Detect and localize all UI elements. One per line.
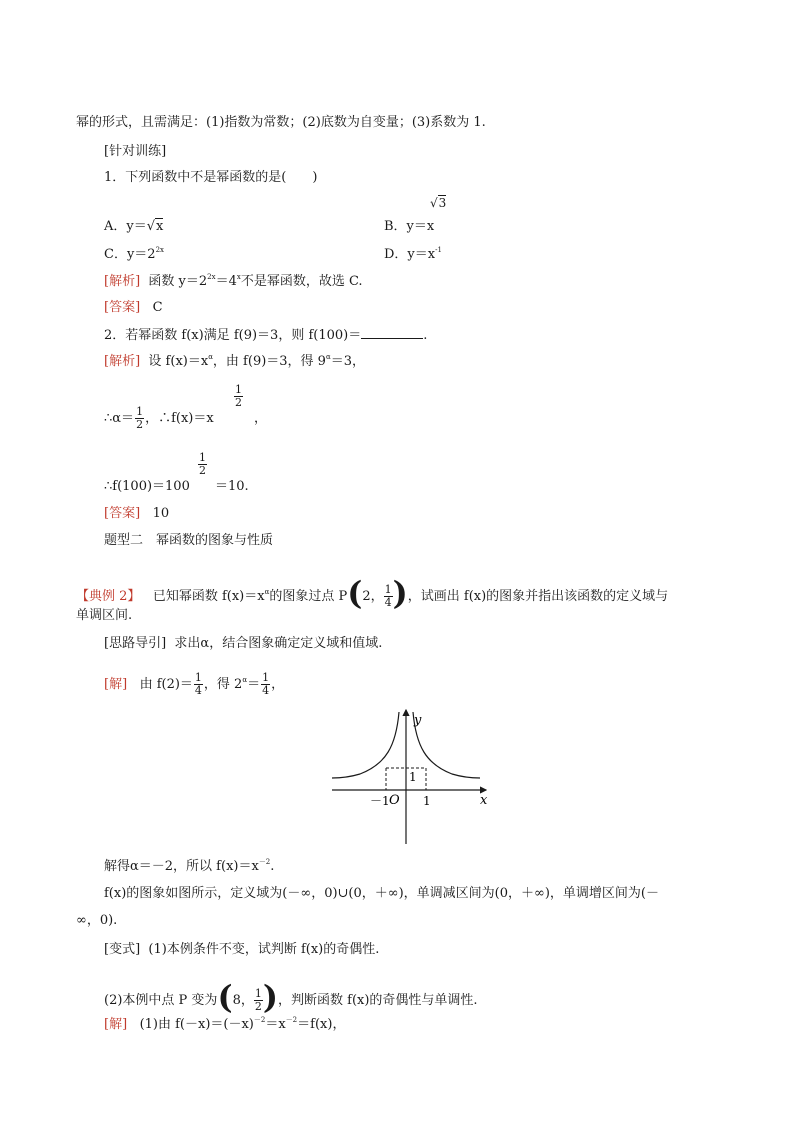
analysis-tag: [解析]: [104, 274, 141, 289]
y-axis-label: y: [414, 713, 422, 728]
thinking-guide: [思路导引] 求出α，结合图象确定定义域和值域.: [104, 636, 383, 651]
example-tag: 【典例 2】: [76, 589, 141, 604]
option-a: A．y＝√x: [104, 219, 164, 234]
example-2-line1: 【典例 2】 已知幂函数 $f(x)=x^\alpha$的图象过点 P(2， $\frac{1}{4}$)，试画出 f(x)的图象并指出该函数的定义域与: [76, 574, 669, 612]
option-c: C．$y=2^{2x}$: [104, 246, 164, 262]
origin-label: O: [389, 793, 400, 808]
training-heading: [针对训练]: [104, 144, 167, 159]
question-1: 1．下列函数中不是幂函数的是( ): [104, 170, 318, 185]
q2-line3-result: ＝10.: [215, 479, 249, 494]
q2-line2-comma: ，: [254, 411, 268, 426]
q2-answer: [答案] 10: [104, 506, 170, 521]
q2-solution-line3: ∴f(100)＝100: [104, 479, 190, 494]
tick-label-neg1: －1: [370, 794, 390, 808]
section-title-type2: 题型二 幂函数的图象与性质: [104, 533, 274, 548]
variant-2: (2)本例中点 P 变为(8， $\frac{1}{2}$)，判断函数 f(x)的奇偶性与单调性.: [104, 978, 478, 1016]
solution-tag-2: [解]: [104, 1017, 128, 1032]
exponent-half-2: 1 2: [199, 451, 206, 477]
option-b-radical: √3: [430, 196, 447, 210]
answer-blank: [361, 326, 423, 339]
tick-label-y1: 1: [409, 770, 417, 784]
graph-description-2: ∞，0).: [76, 913, 118, 928]
power-function-graph: [330, 706, 490, 846]
solved-alpha: 解得α＝－2，所以 $f(x)=x^{-2}$.: [104, 858, 275, 874]
option-d: D．$y=x^{-1}$: [384, 246, 442, 262]
intro-text: 幂的形式，且需满足：(1)指数为常数；(2)底数为自变量；(3)系数为 1.: [76, 115, 486, 130]
q1-answer: [答案] C: [104, 300, 163, 315]
variant-1: [变式] (1)本例条件不变，试判断 f(x)的奇偶性.: [104, 942, 380, 957]
option-b: B．y＝x: [384, 219, 435, 234]
exponent-half: 1 2: [235, 383, 242, 409]
tick-label-pos1: 1: [423, 794, 431, 808]
answer-tag: [答案]: [104, 300, 141, 315]
x-axis-label: x: [480, 793, 488, 808]
q1-solution: [解析] 函数 $y=2^{2x}=4^x$不是幂函数，故选 C.: [104, 273, 363, 289]
solution-start: [解] 由 f(2)＝ $\frac{1}{4}$ ，得 $2^\alpha=$ $\frac{1}{4}$ ，: [104, 671, 285, 697]
fraction-half: $\frac{1}{2}$: [136, 405, 144, 431]
q2-solution-line1: [解析] 设 $f(x)=x^\alpha$，由 f(9)＝3，得 $9^\alpha=3$，: [104, 353, 365, 369]
analysis-tag-2: [解析]: [104, 354, 141, 369]
question-2: 2．若幂函数 f(x)满足 f(9)＝3，则 f(100)＝ .: [104, 328, 428, 343]
example-2-line2: 单调区间.: [76, 608, 133, 623]
q2-solution-line2: ∴α＝ $\frac{1}{2}$ ，∴f(x)＝x: [104, 405, 214, 431]
answer-tag-2: [答案]: [104, 506, 141, 521]
graph-description-1: f(x)的图象如图所示，定义域为(－∞，0)∪(0，＋∞)，单调减区间为(0，＋∞)，单调增区间为(－: [104, 886, 659, 901]
solution-tag: [解]: [104, 677, 128, 692]
solution-2-start: [解] (1)由 $f(-x)=(-x)^{-2}=x^{-2}=f(x)$，: [104, 1016, 346, 1032]
